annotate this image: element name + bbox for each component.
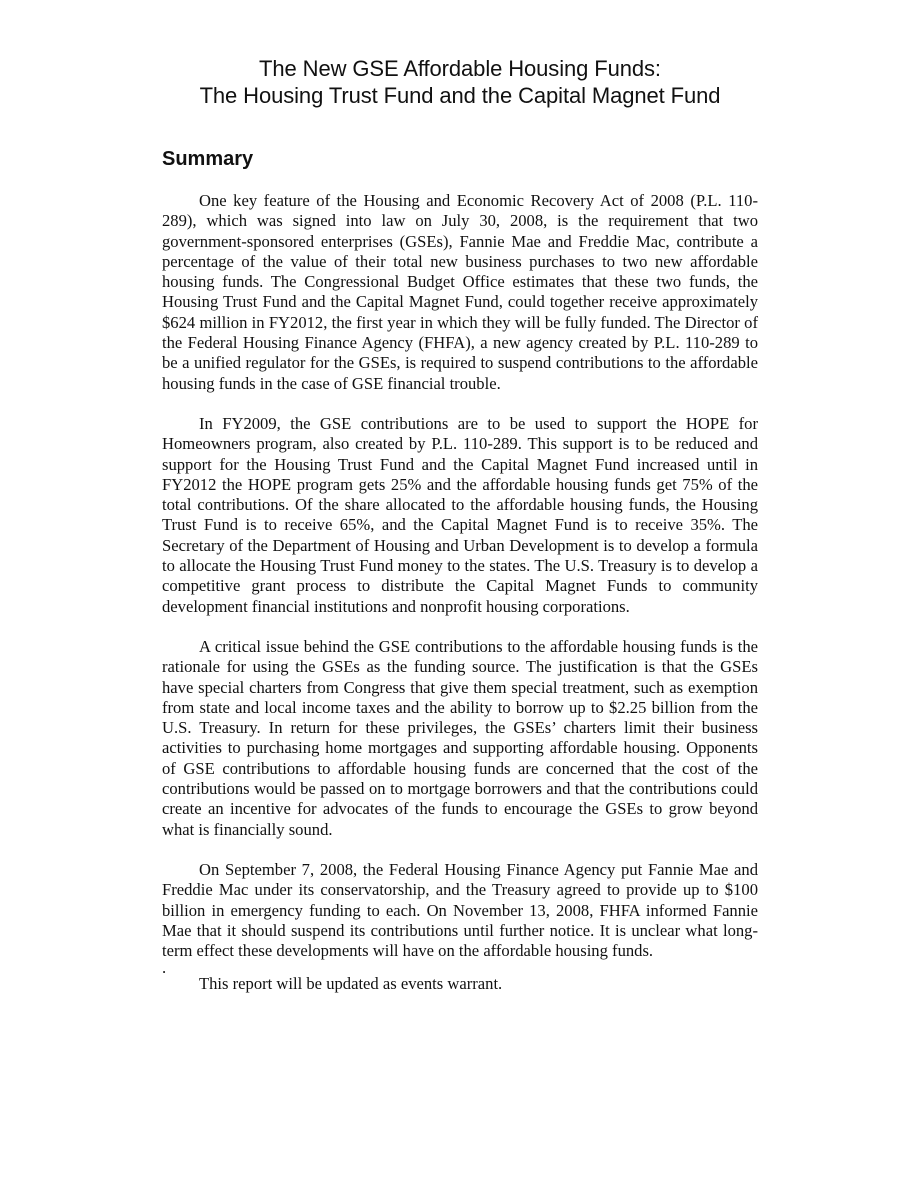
paragraph-4: On September 7, 2008, the Federal Housing Finance Agency put Fannie Mae and Freddie Mac under its conservatorship, and the Treasury agreed to provide up to $100 billion in emergency funding to each. On November 13, 2008, FHFA informed Fannie Mae that it should suspend its contributions until further notice. It is unclear what long-term effect these developments will have on the affordable housing funds.	[162, 859, 758, 961]
document-title	[162, 55, 758, 109]
paragraph-2: In FY2009, the GSE contributions are to be used to support the HOPE for Homeowners program, also created by P.L. 110-289. This support is to be reduced and support for the Housing Trust Fund and the Capital Magnet Fund increased until in FY2012 the HOPE program gets 25% and the affordable housing funds get 75% of the total contributions. Of the share allocated to the affordable housing funds, the Housing Trust Fund is to receive 65%, and the Capital Magnet Fund is to receive 35%. The Secretary of the Department of Housing and Urban Development is to develop a formula to allocate the Housing Trust Fund money to the states. The U.S. Treasury is to develop a competitive grant process to distribute the Capital Magnet Funds to community development financial institutions and nonprofit housing corporations.	[162, 413, 758, 616]
section-heading-summary: Summary	[162, 148, 254, 170]
paragraph-5: This report will be updated as events warrant.	[199, 974, 503, 994]
document-page	[162, 55, 758, 1015]
title-line-1: The New GSE Affordable Housing Funds:	[259, 56, 661, 81]
paragraph-3: A critical issue behind the GSE contributions to the affordable housing funds is the rationale for using the GSEs as the funding source. The justification is that the GSEs have special charters from Congress that give them special treatment, such as exemption from state and local income taxes and the ability to borrow up to $2.25 billion from the U.S. Treasury. In return for these privileges, the GSEs’ charters limit their business activities to purchasing home mortgages and supporting affordable housing. Opponents of GSE contributions to affordable housing funds are concerned that the cost of the contributions would be passed on to mortgage borrowers and that the contributions could create an incentive for advocates of the funds to encourage the GSEs to grow beyond what is financially sound.	[162, 636, 758, 839]
paragraph-1: One key feature of the Housing and Economic Recovery Act of 2008 (P.L. 110-289), which was signed into law on July 30, 2008, is the requirement that two government-sponsored enterprises (GSEs), Fannie Mae and Freddie Mac, contribute a percentage of the value of their total new business purchases to two new affordable housing funds. The Congressional Budget Office estimates that these two funds, the Housing Trust Fund and the Capital Magnet Fund, could together receive approximately $624 million in FY2012, the first year in which they will be fully funded. The Director of the Federal Housing Finance Agency (FHFA), a new agency created by P.L. 110-289 to be a unified regulator for the GSEs, is required to suspend contributions to the affordable housing funds in the case of GSE financial trouble.	[162, 191, 758, 393]
stray-period-mark: .	[162, 958, 167, 978]
title-line-2: The Housing Trust Fund and the Capital Magnet Fund	[199, 83, 721, 108]
